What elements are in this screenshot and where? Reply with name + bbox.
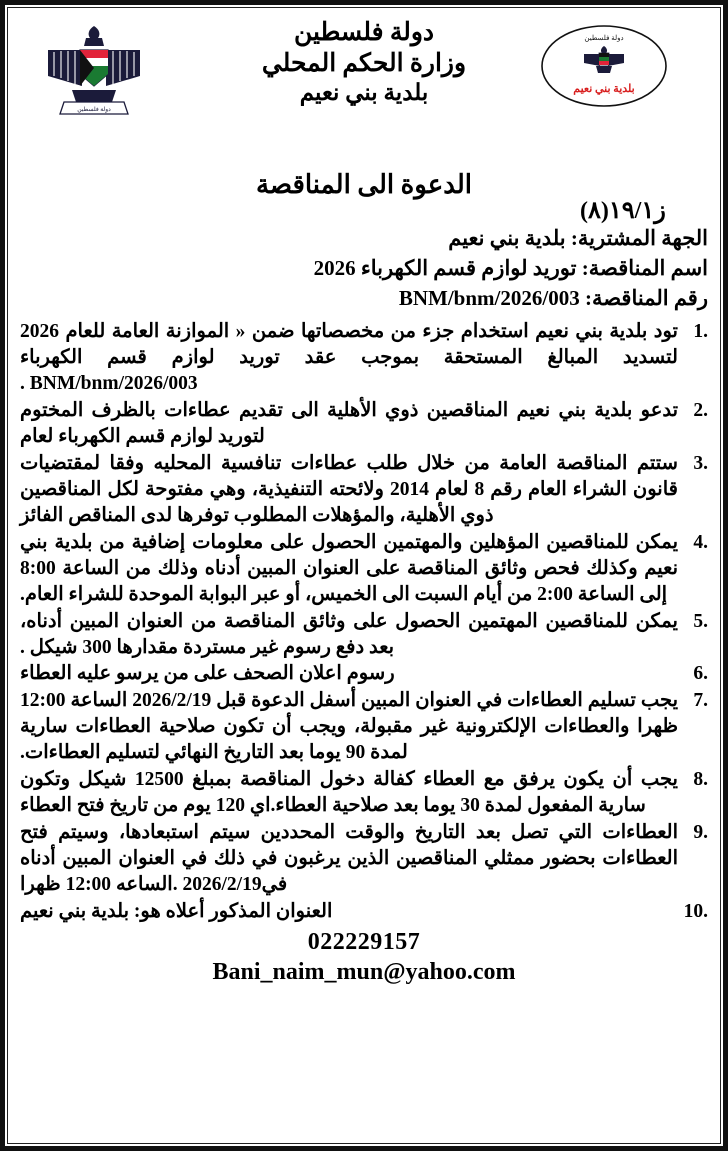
clause-number: 8. [693,769,708,791]
clause-text: تدعو بلدية بني نعيم المناقصين ذوي الأهلية الى تقديم عطاءات بالظرف المختوم لتوريد لوازم قسم الكهرباء لعام [20,400,678,448]
ministry-name: وزارة الحكم المحلي [261,49,467,77]
clause-text: العنوان المذكور أعلاه هو: بلدية بني نعيم [20,900,333,922]
tender-name-line: اسم المناقصة: توريد لوازم قسم الكهرباء 2026 [313,255,708,280]
tender-number-line: رقم المناقصة: BNM/bnm/2026/003 [398,285,708,310]
clause-number: 7. [693,690,708,712]
municipality-seal-logo [538,22,670,110]
clause-number: 10. [683,900,708,922]
state-name: دولة فلسطين [293,19,435,46]
clause-item [20,688,708,766]
clause-number: 4. [693,531,708,553]
clause-list [20,319,708,924]
clause-item [20,398,708,450]
contact-email: Bani_naim_mun@yahoo.com [212,959,516,986]
contact-phone: 022229157 [307,928,421,955]
clause-text: ستتم المناقصة العامة من خلال طلب عطاءات تنافسية المحليه وفقا لمقتضيات قانون الشراء العام رقم 8 لعام 2014 ولائحته التنفيذية، وهي مفتوحة لكل المناقصين ذوي الأهلية، والمؤهلات المطلوب توفرها لدى المناقص الفائز [20,453,678,526]
svg-text:دولة فلسطين: دولة فلسطين [77,107,111,113]
clause-number: 1. [693,321,708,343]
clause-item [20,899,708,925]
clause-item [20,451,708,529]
clause-number: 5. [693,610,708,632]
contact-block [20,927,708,988]
national-emblem-eagle-icon [42,20,146,124]
clause-text: يمكن للمناقصين المهتمين الحصول على وثائق المناقصة من العنوان المبين أدناه، بعد دفع رسوم غير مستردة مقدارها 300 شيكل . [20,610,678,658]
clause-item [20,319,708,397]
document-header [20,14,708,164]
clause-number: 6. [693,663,708,685]
svg-text:بلدية بني نعيم: بلدية بني نعيم [573,83,635,95]
clause-item [20,609,708,661]
clause-text: رسوم اعلان الصحف على من يرسو عليه العطاء [20,663,395,685]
document-inner-frame [7,7,721,1144]
clause-item [20,820,708,898]
clause-text: يجب تسليم العطاءات في العنوان المبين أسفل الدعوة قبل 2026/2/19 الساعة 12:00 ظهرا والعطاءات الإلكترونية غير مقبولة، ويجب أن تكون صلاحية العطاءات سارية لمدة 90 يوما بعد التاريخ النهائي لتسليم العطاءات. [20,690,678,764]
municipality-name: بلدية بني نعيم [299,80,429,105]
clause-number: 2. [693,400,708,422]
clause-item [20,767,708,819]
purchasing-entity-line: الجهة المشترية: بلدية بني نعيم [448,226,708,250]
reference-row [20,200,708,230]
clause-text: العطاءات التي تصل بعد التاريخ والوقت المحددين سيتم استبعادها، وسيتم فتح العطاءات بحضور ممثلي المناقصين الذين يرغبون في ذلك في العنوان المبين أدناه في2026/2/19 .الساعه 12:00 ظهرا [20,821,678,895]
clause-number: 9. [693,821,708,843]
clause-text: يمكن للمناقصين المؤهلين والمهتمين الحصول على معلومات إضافية من بلدية بني نعيم وكذلك فحص وثائق المناقصة على العنوان المبين أدناه وذلك من الساعة 8:00 إلى الساعة 2:00 من أيام السبت الى الخميس، أو عبر البوابة الموحدة للشراء العام. [20,531,678,605]
clause-item [20,530,708,608]
reference-code: ز١٩/١(٨) [580,198,666,224]
page-title: الدعوة الى المناقصة [255,170,473,199]
tender-meta-block [20,224,708,313]
clause-text: تود بلدية بني نعيم استخدام جزء من مخصصاتها ضمن « الموازنة العامة للعام 2026 لتسديد المبالغ المستحقة بموجب عقد توريد لوازم قسم الكهرباء BNM/bnm/2026/003 . [20,321,678,395]
clause-number: 3. [693,453,708,475]
clause-item [20,661,708,687]
clause-text: يجب أن يكون يرفق مع العطاء كفالة دخول المناقصة بمبلغ 12500 شيكل وتكون سارية المفعول لمدة 30 يوما بعد صلاحية العطاء.اي 120 يوم من تاريخ فتح العطاء [20,769,678,817]
svg-text:دولة فلسطين: دولة فلسطين [584,34,624,42]
